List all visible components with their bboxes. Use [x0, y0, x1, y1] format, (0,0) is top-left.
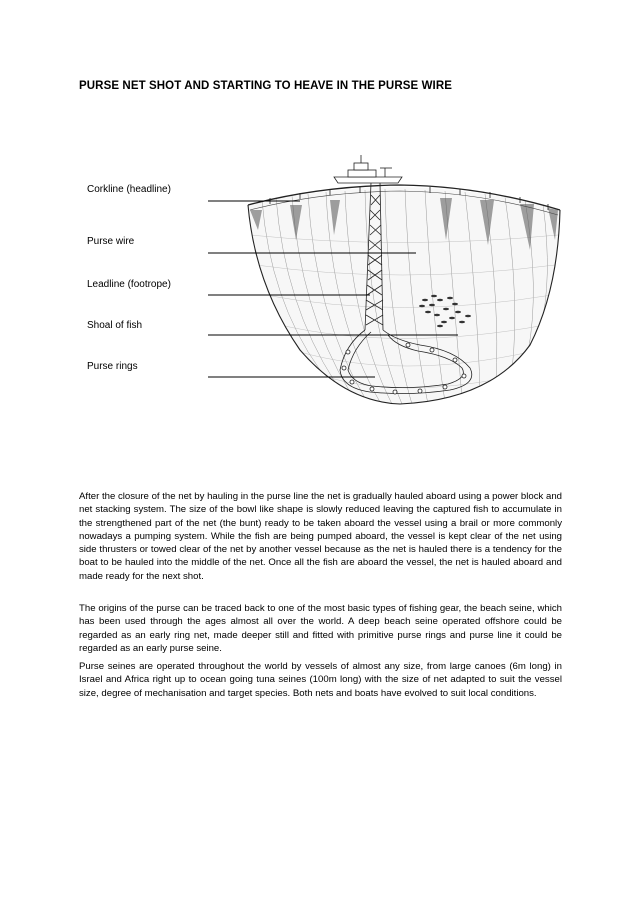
- label-purse-wire: Purse wire: [87, 236, 135, 247]
- label-shoal-of-fish: Shoal of fish: [87, 320, 143, 331]
- paragraph-2: The origins of the purse can be traced back to one of the most basic types of fishing gear, the beach seine, which has been used through the ages almost all over the world. A deep beach seine operated offshore could be regarded as an early ring net, made deeper still and fitted with primitive purse rings and purse line it could be regarded as an early purse seine.: [79, 603, 562, 654]
- vessel: [334, 155, 402, 183]
- paragraph-1: After the closure of the net by hauling in the purse line the net is gradually hauled aboard using a power block and net stacking system. The size of the bowl like shape is slowly reduced leaving the captured fish to accumulate in the strengthened part of the net (the bunt) ready to be taken aboard the vessel using a brail or more commonly nowadays a pumping system. While the fish are being pumped aboard, the vessel is kept clear of the net using side thrusters or towed clear of the net by another vessel because as the net is hauled there is a tendency for the boat to be hauled into the middle of the net. Once all the fish are aboard the vessel, the net is hauled aboard and made ready for the next shot.: [79, 491, 562, 582]
- label-corkline: Corkline (headline): [87, 184, 171, 195]
- page-title: PURSE NET SHOT AND STARTING TO HEAVE IN THE PURSE WIRE: [79, 80, 453, 92]
- label-leadline: Leadline (footrope): [87, 279, 171, 290]
- label-purse-rings: Purse rings: [87, 361, 138, 372]
- purse-seine-illustration: [200, 150, 580, 440]
- paragraph-3: Purse seines are operated throughout the world by vessels of almost any size, from large canoes (6m long) in Israel and Africa right up to ocean going tuna seines (100m long) with the size of net adapted to suit the vessel size, degree of mechanisation and target species. Both nets and boats have evolved to suit local conditions.: [79, 661, 562, 699]
